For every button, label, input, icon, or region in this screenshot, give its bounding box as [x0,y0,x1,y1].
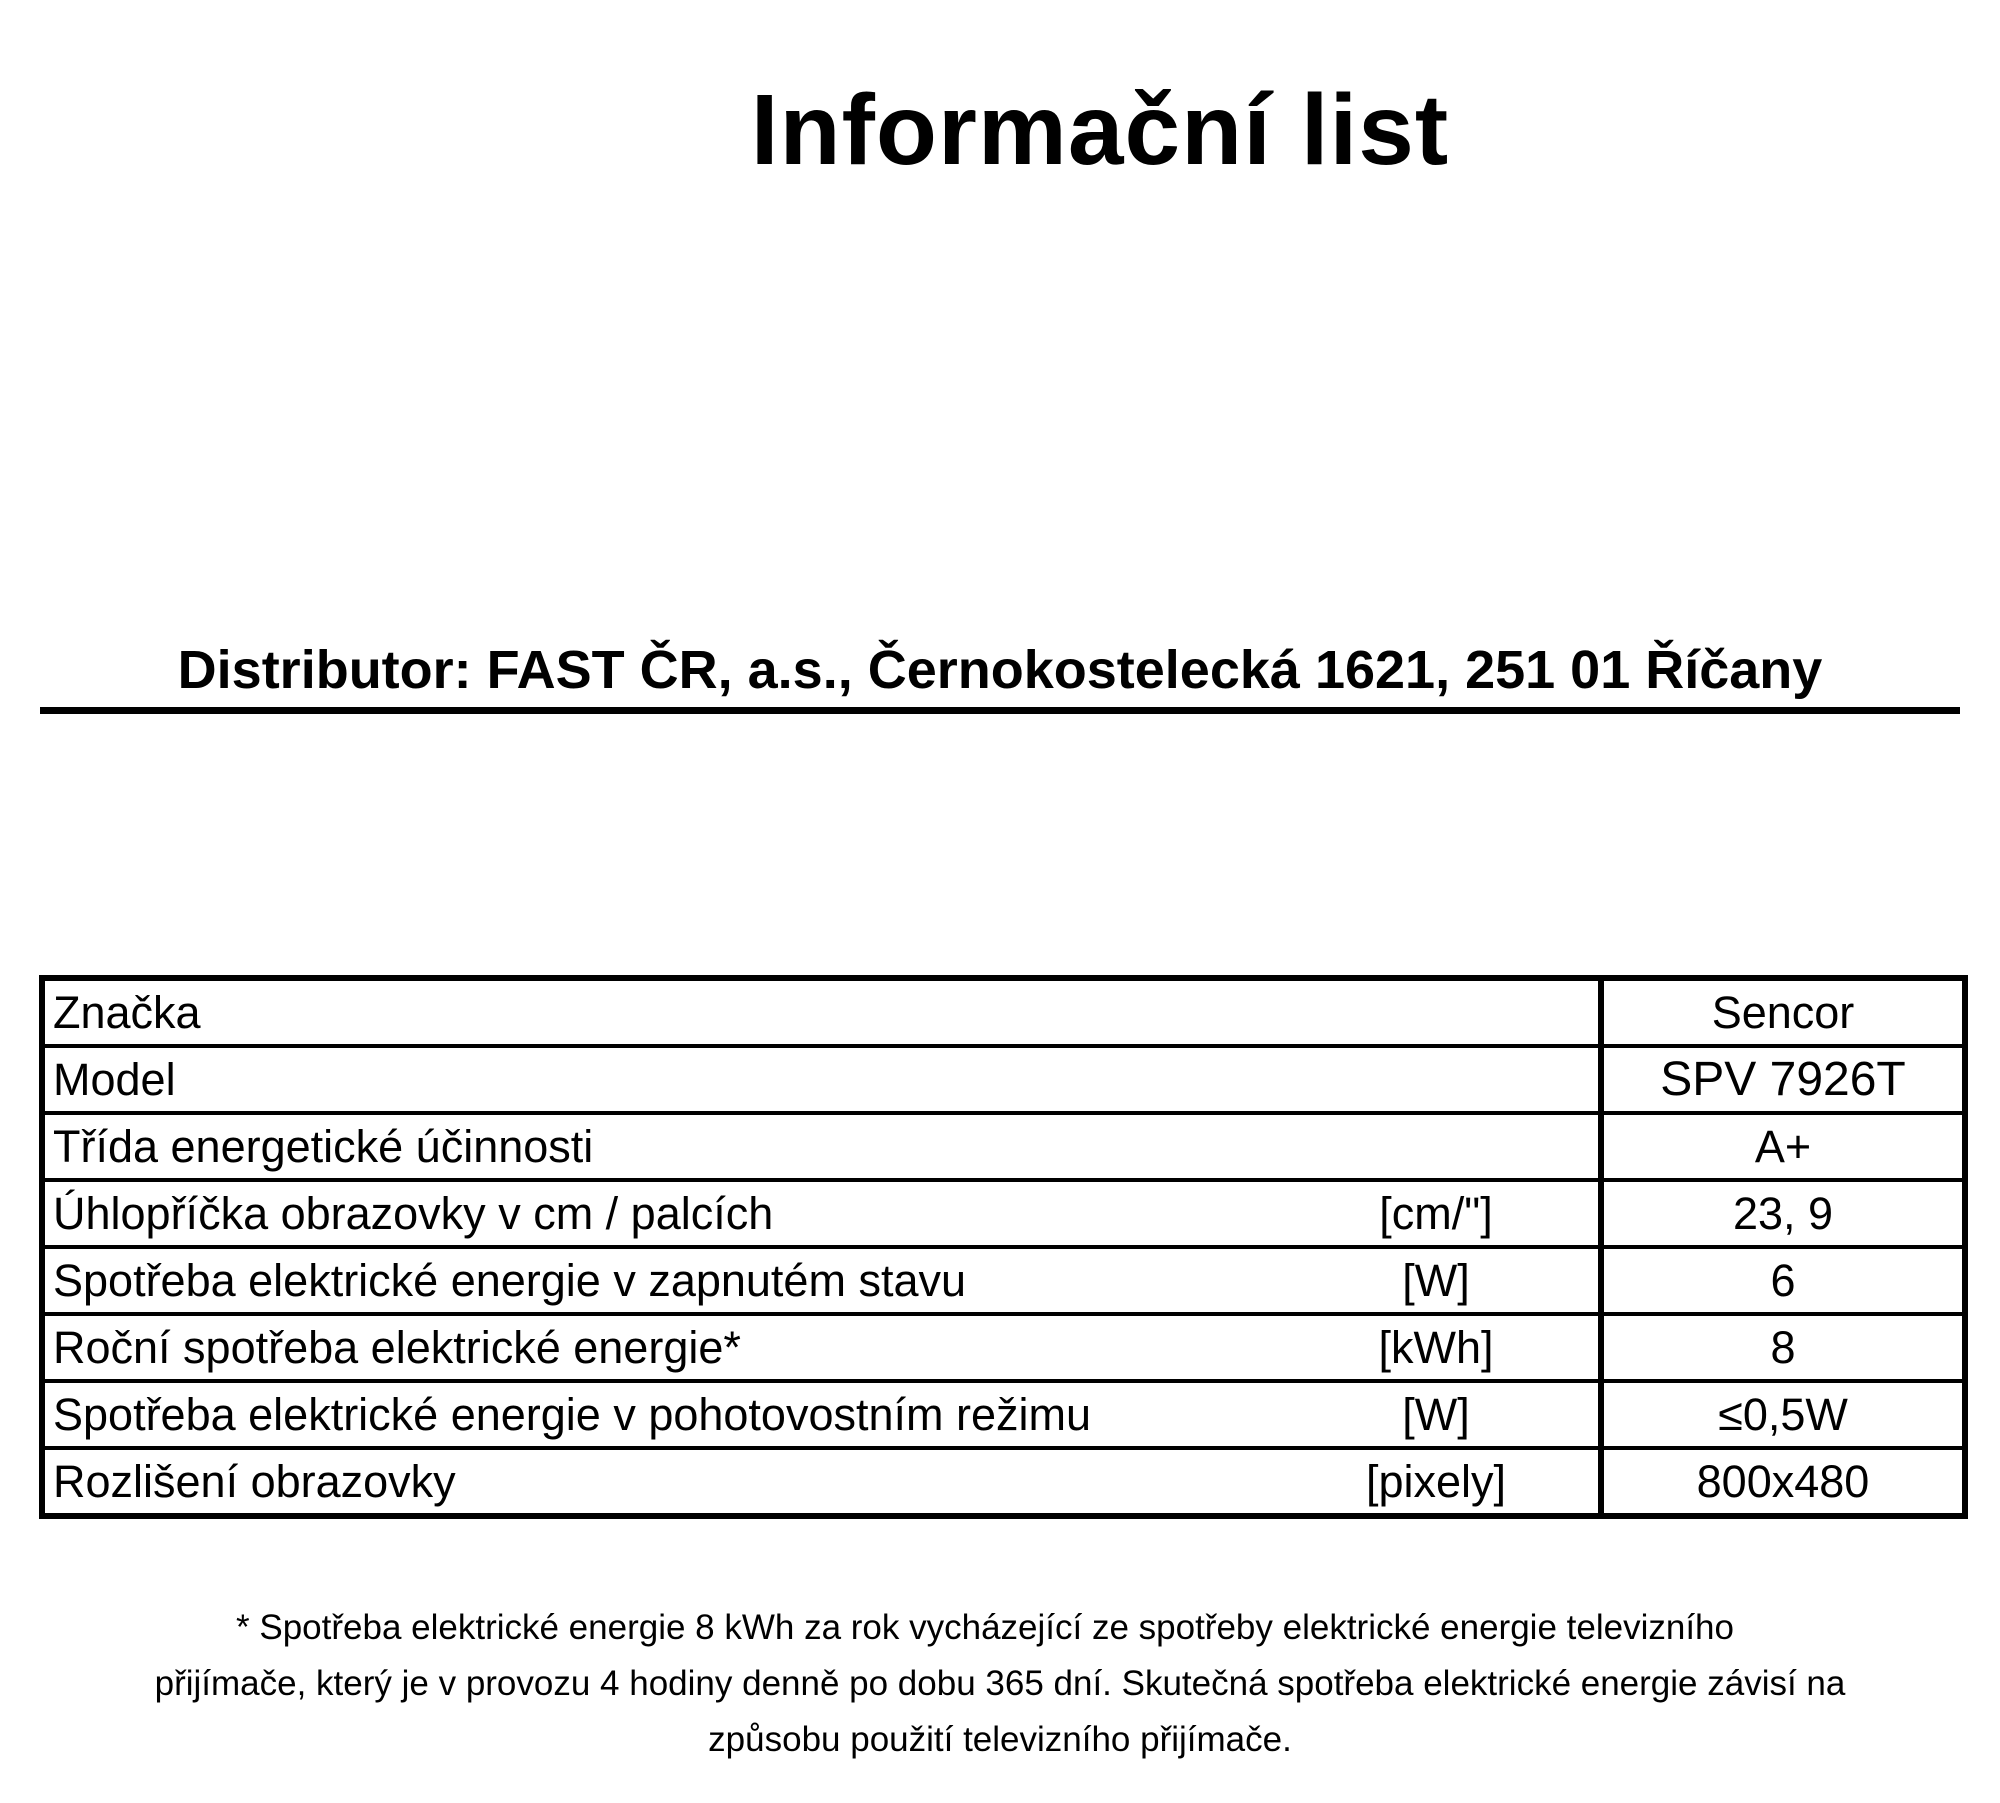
row-unit: [kWh] [1294,1314,1601,1381]
row-value: ≤0,5W [1601,1381,1965,1448]
row-unit [1294,978,1601,1046]
table-row-on-mode-power [42,1247,1965,1314]
row-unit [1294,1046,1601,1113]
row-value: 6 [1601,1247,1965,1314]
footnote [40,1600,1960,1768]
table-row-model [42,1046,1965,1113]
row-label: Úhlopříčka obrazovky v cm / palcích [42,1180,1294,1247]
table-row-standby-power [42,1381,1965,1448]
page-title: Informační list [750,74,1450,186]
table-row-diagonal [42,1180,1965,1247]
row-unit: [cm/"] [1294,1180,1601,1247]
row-value: SPV 7926T [1601,1046,1965,1113]
footnote-line: způsobu použití televizního přijímače. [708,1720,1292,1759]
table-row-resolution [42,1448,1965,1516]
distributor-line: Distributor: FAST ČR, a.s., Černokostelecká 1621, 251 01 Říčany [177,640,1823,700]
row-label: Spotřeba elektrické energie v pohotovostním režimu [42,1381,1294,1448]
row-unit [1294,1113,1601,1180]
row-value: A+ [1601,1113,1965,1180]
row-label: Model [42,1046,1294,1113]
row-label: Roční spotřeba elektrické energie* [42,1314,1294,1381]
row-value: Sencor [1601,978,1965,1046]
footnote-line: přijímače, který je v provozu 4 hodiny denně po dobu 365 dní. Skutečná spotřeba elektrické energie závisí na [154,1664,1846,1703]
row-unit: [pixely] [1294,1448,1601,1516]
row-label: Rozlišení obrazovky [42,1448,1294,1516]
row-unit: [W] [1294,1381,1601,1448]
row-unit: [W] [1294,1247,1601,1314]
table-row-brand [42,978,1965,1046]
row-value: 800x480 [1601,1448,1965,1516]
distributor-underline [40,707,1960,714]
row-label: Třída energetické účinnosti [42,1113,1294,1180]
footnote-line: * Spotřeba elektrické energie 8 kWh za rok vycházející ze spotřeby elektrické energie televizního [236,1608,1734,1647]
row-value: 8 [1601,1314,1965,1381]
row-label: Spotřeba elektrické energie v zapnutém stavu [42,1247,1294,1314]
table-row-energy-class [42,1113,1965,1180]
row-value: 23, 9 [1601,1180,1965,1247]
table-row-annual-consumption [42,1314,1965,1381]
spec-table [39,975,1968,1519]
row-label: Značka [42,978,1294,1046]
